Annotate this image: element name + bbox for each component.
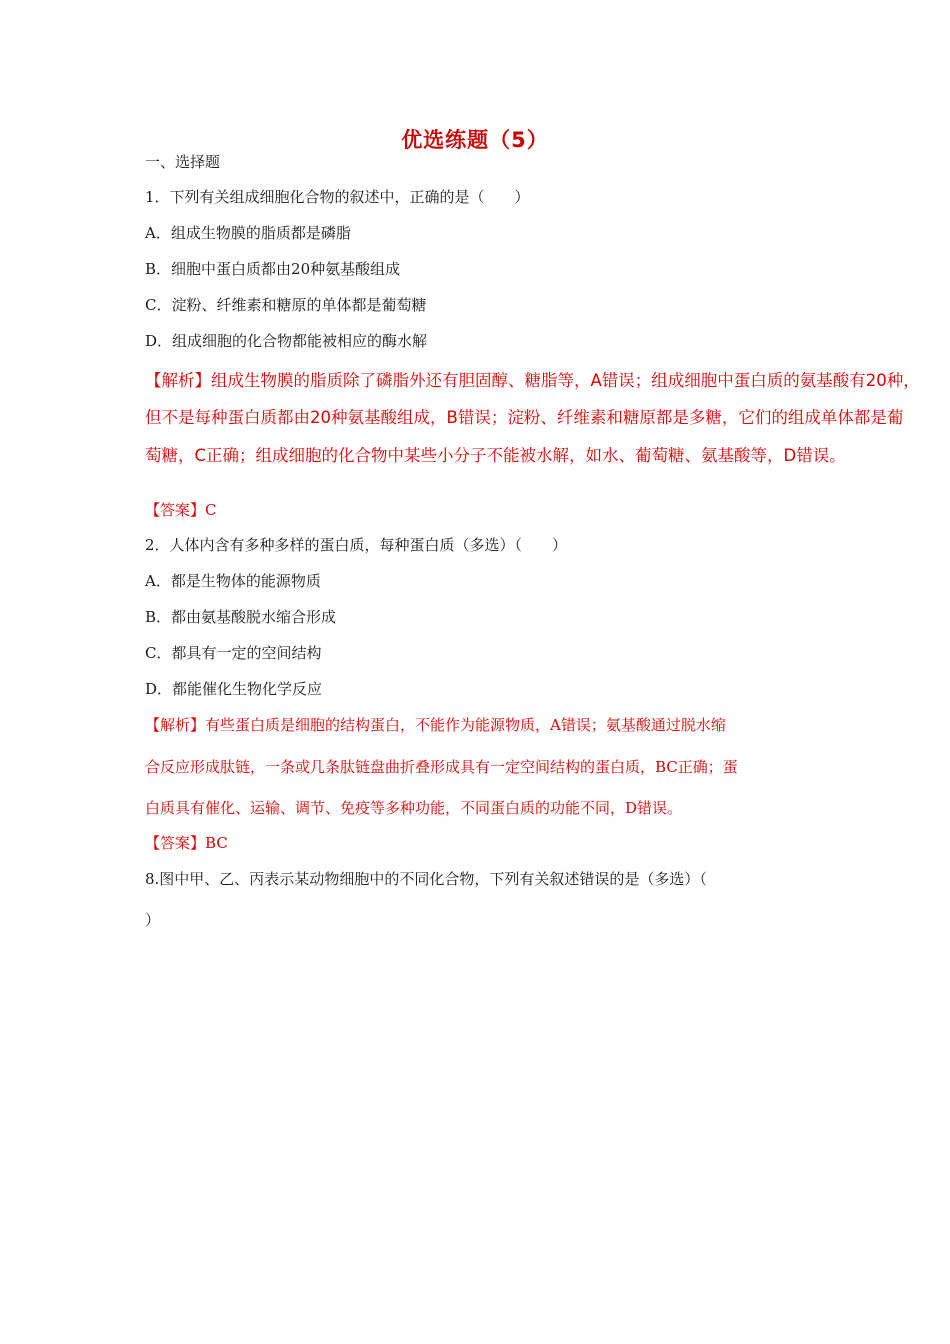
q2-option-a: A．都是生物体的能源物质 <box>145 572 321 590</box>
q2-option-c: C．都具有一定的空间结构 <box>145 644 322 662</box>
q1-option-c: C．淀粉、纤维素和糖原的单体都是葡萄糖 <box>145 296 427 314</box>
section-heading: 一、选择题 <box>145 153 221 171</box>
q1-analysis-label: 【解析】 <box>145 371 211 390</box>
q1-answer <box>145 500 217 520</box>
q2-stem: 2．人体内含有多种多样的蛋白质，每种蛋白质（多选）（ ） <box>145 536 568 554</box>
q1-stem: 1．下列有关组成细胞化合物的叙述中，正确的是（ ） <box>145 188 530 206</box>
q2-analysis-line-1 <box>145 715 726 735</box>
q1-option-b: B．细胞中蛋白质都由20种氨基酸组成 <box>145 260 401 278</box>
q1-analysis-line-2: 但不是每种蛋白质都由20种氨基酸组成，B错误；淀粉、纤维素和糖原都是多糖，它们的组成单体都是葡 <box>145 408 904 427</box>
q1-option-a: A．组成生物膜的脂质都是磷脂 <box>145 224 351 242</box>
q1-analysis-line-3: 萄糖，C正确；组成细胞的化合物中某些小分子不能被水解，如水、葡萄糖、氨基酸等，D错误。 <box>145 446 846 465</box>
q2-answer-value: BC <box>205 834 228 852</box>
q2-option-d: D．都能催化生物化学反应 <box>145 680 323 698</box>
q2-option-b: B．都由氨基酸脱水缩合形成 <box>145 608 337 626</box>
q2-analysis-line-3: 白质具有催化、运输、调节、免疫等多种功能，不同蛋白质的功能不同，D错误。 <box>145 799 683 817</box>
q2-analysis-line-2: 合反应形成肽链，一条或几条肽链盘曲折叠形成具有一定空间结构的蛋白质，BC正确；蛋 <box>145 758 738 776</box>
page-title: 优选练题（5） <box>401 128 549 152</box>
q8-stem-line-1: 8.图中甲、乙、丙表示某动物细胞中的不同化合物，下列有关叙述错误的是（多选）（ <box>145 870 707 888</box>
q1-option-d: D．组成细胞的化合物都能被相应的酶水解 <box>145 332 428 350</box>
q2-analysis-text-1: 有些蛋白质是细胞的结构蛋白，不能作为能源物质，A错误；氨基酸通过脱水缩 <box>205 716 726 734</box>
q1-analysis-line-1 <box>145 369 935 393</box>
q8-stem-line-2: ） <box>145 911 161 929</box>
q2-analysis-label: 【解析】 <box>145 716 206 734</box>
q2-answer-label: 【答案】 <box>145 834 206 852</box>
q1-analysis-text-1: 组成生物膜的脂质除了磷脂外还有胆固醇、糖脂等，A错误；组成细胞中蛋白质的氨基酸有20种， <box>211 371 920 390</box>
q1-answer-label: 【答案】 <box>145 501 206 519</box>
q2-answer <box>145 833 228 853</box>
q1-answer-value: C <box>205 501 217 519</box>
